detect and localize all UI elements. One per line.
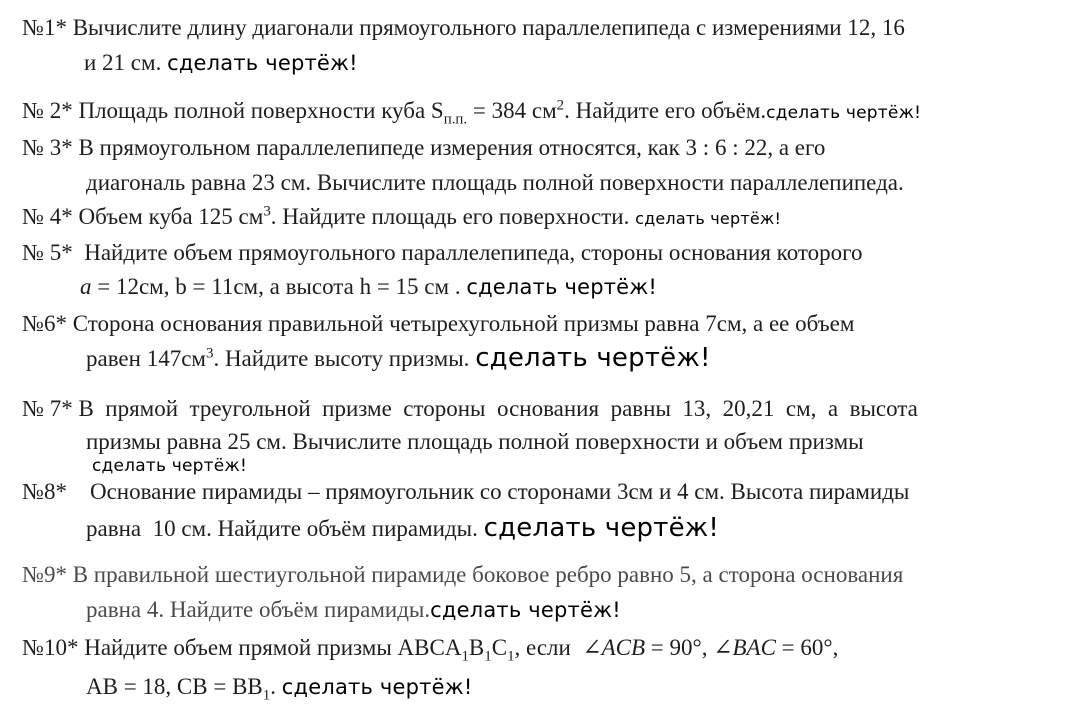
problem-7-text-cont: призмы равна 25 см. Вычислите площадь полной поверхности и объем призмы xyxy=(86,429,864,454)
problem-10-text-end: . xyxy=(270,674,276,699)
problem-4-sup: 3 xyxy=(263,203,271,220)
problem-6-sup: 3 xyxy=(205,345,214,362)
problem-10-drawing-note: сделать чертёж! xyxy=(281,675,473,699)
problem-1-text-cont: и 21 см. xyxy=(84,50,162,75)
problem-10-sub-d: 1 xyxy=(262,687,271,704)
problem-9-drawing-note: сделать чертёж! xyxy=(430,598,621,622)
problem-10-text-cont: AB = 18, CB = BB xyxy=(86,674,263,699)
problem-9-number: №9* xyxy=(22,562,67,587)
problem-3-line-2 xyxy=(86,168,904,198)
problem-6-drawing-note: сделать чертёж! xyxy=(475,343,711,373)
problem-7-drawing-note: сделать чертёж! xyxy=(92,456,247,476)
problem-10-number: №10* xyxy=(22,635,79,660)
problem-10-text-b: B xyxy=(468,635,485,660)
problem-10-text-f: = 90°, xyxy=(645,635,714,660)
problem-5-line-2 xyxy=(80,272,657,302)
problem-10-text-c: C xyxy=(491,635,508,660)
problem-4-number: № 4* xyxy=(22,204,73,229)
problem-9-line-2 xyxy=(86,595,621,625)
problem-2-sub: п.п. xyxy=(443,111,468,128)
problem-10-text-d: , если xyxy=(514,635,577,660)
problem-8-drawing-note: сделать чертёж! xyxy=(483,513,720,543)
problem-10-line-2 xyxy=(86,672,472,702)
problem-10-angle-acb: ∠ACB xyxy=(582,635,646,660)
problem-8-text: Основание пирамиды – прямоугольник со сторонами 3см и 4 см. Высота пирамиды xyxy=(89,479,910,504)
problem-7-text: В прямой треугольной призме стороны основания равны 13, 20,21 см, а высота xyxy=(78,396,918,421)
problem-6-text: Сторона основания правильной четырехугольной призмы равна 7см, а ее объем xyxy=(72,311,855,336)
problem-6-text-a: равен 147см xyxy=(86,346,206,371)
problem-3-number: № 3* xyxy=(22,135,73,160)
problem-2-line-1 xyxy=(22,96,921,128)
problem-5-number: № 5* xyxy=(22,240,73,265)
problem-2-sup: 2 xyxy=(556,97,565,114)
problem-2-number: № 2* xyxy=(22,98,73,123)
problem-1-line-2 xyxy=(84,48,358,78)
problem-7-line-2 xyxy=(86,427,864,457)
problem-1-drawing-note: сделать чертёж! xyxy=(167,51,358,75)
problem-9-line-1 xyxy=(22,560,903,590)
problem-10-sub-b: 1 xyxy=(484,648,492,665)
problem-8-number: №8* xyxy=(22,479,67,504)
problem-10-text-h: = 60°, xyxy=(775,635,839,660)
problem-4-text-b: . Найдите площадь его поверхности. xyxy=(270,204,630,229)
problem-6-text-b: . Найдите высоту призмы. xyxy=(213,346,470,371)
problem-4-line-1 xyxy=(22,202,781,234)
problem-8-text-cont: равна 10 см. Найдите объём пирамиды. xyxy=(86,516,478,541)
problem-5-var-a: a xyxy=(80,274,92,299)
problem-3-line-1 xyxy=(22,133,825,163)
problem-6-line-2 xyxy=(86,343,711,374)
problem-3-text: В прямоугольном параллелепипеде измерения относятся, как 3 : 6 : 22, а его xyxy=(78,135,826,160)
problem-10-angle-bac: ∠BAC xyxy=(713,635,776,660)
problem-10-sub-c: 1 xyxy=(507,648,515,665)
problem-5-line-1 xyxy=(22,238,863,268)
problem-8-line-2 xyxy=(86,513,719,544)
problem-2-text-b: = 384 см xyxy=(472,98,557,123)
problem-4-text-a: Объем куба 125 см xyxy=(78,204,264,229)
problem-9-text: В правильной шестиугольной пирамиде боковое ребро равно 5, а сторона основания xyxy=(72,562,904,587)
problem-2-text-c: . Найдите его объём. xyxy=(564,98,767,123)
problem-9-text-cont: равна 4. Найдите объём пирамиды. xyxy=(86,597,431,622)
problem-10-text-a: Найдите объем прямой призмы ABCA xyxy=(84,635,462,660)
problem-10-sub-a: 1 xyxy=(461,648,469,665)
problem-5-drawing-note: сделать чертёж! xyxy=(466,275,658,299)
problem-7-line-1 xyxy=(22,394,918,424)
problem-5-text: Найдите объем прямоугольного параллелепипеда, стороны основания которого xyxy=(84,240,863,265)
problem-6-number: №6* xyxy=(22,311,67,336)
problem-8-line-1 xyxy=(22,477,909,507)
problem-4-drawing-note: сделать чертёж! xyxy=(635,209,782,228)
problem-10-line-1 xyxy=(22,633,838,663)
problem-1-line-1 xyxy=(22,13,905,43)
problem-2-text-a: Площадь полной поверхности куба S xyxy=(78,98,444,123)
problem-5-text-cont: = 12см, b = 11см, а высота h = 15 см . xyxy=(91,274,461,299)
problem-2-drawing-note: сделать чертёж! xyxy=(766,103,922,123)
problem-3-text-cont: диагональ равна 23 см. Вычислите площадь полной поверхности параллелепипеда. xyxy=(86,170,904,195)
problem-7-number: № 7* xyxy=(22,396,73,421)
problem-1-text: Вычислите длину диагонали прямоугольного параллелепипеда с измерениями 12, 16 xyxy=(72,15,905,40)
problem-1-number: №1* xyxy=(22,15,67,40)
problem-6-line-1 xyxy=(22,309,854,339)
